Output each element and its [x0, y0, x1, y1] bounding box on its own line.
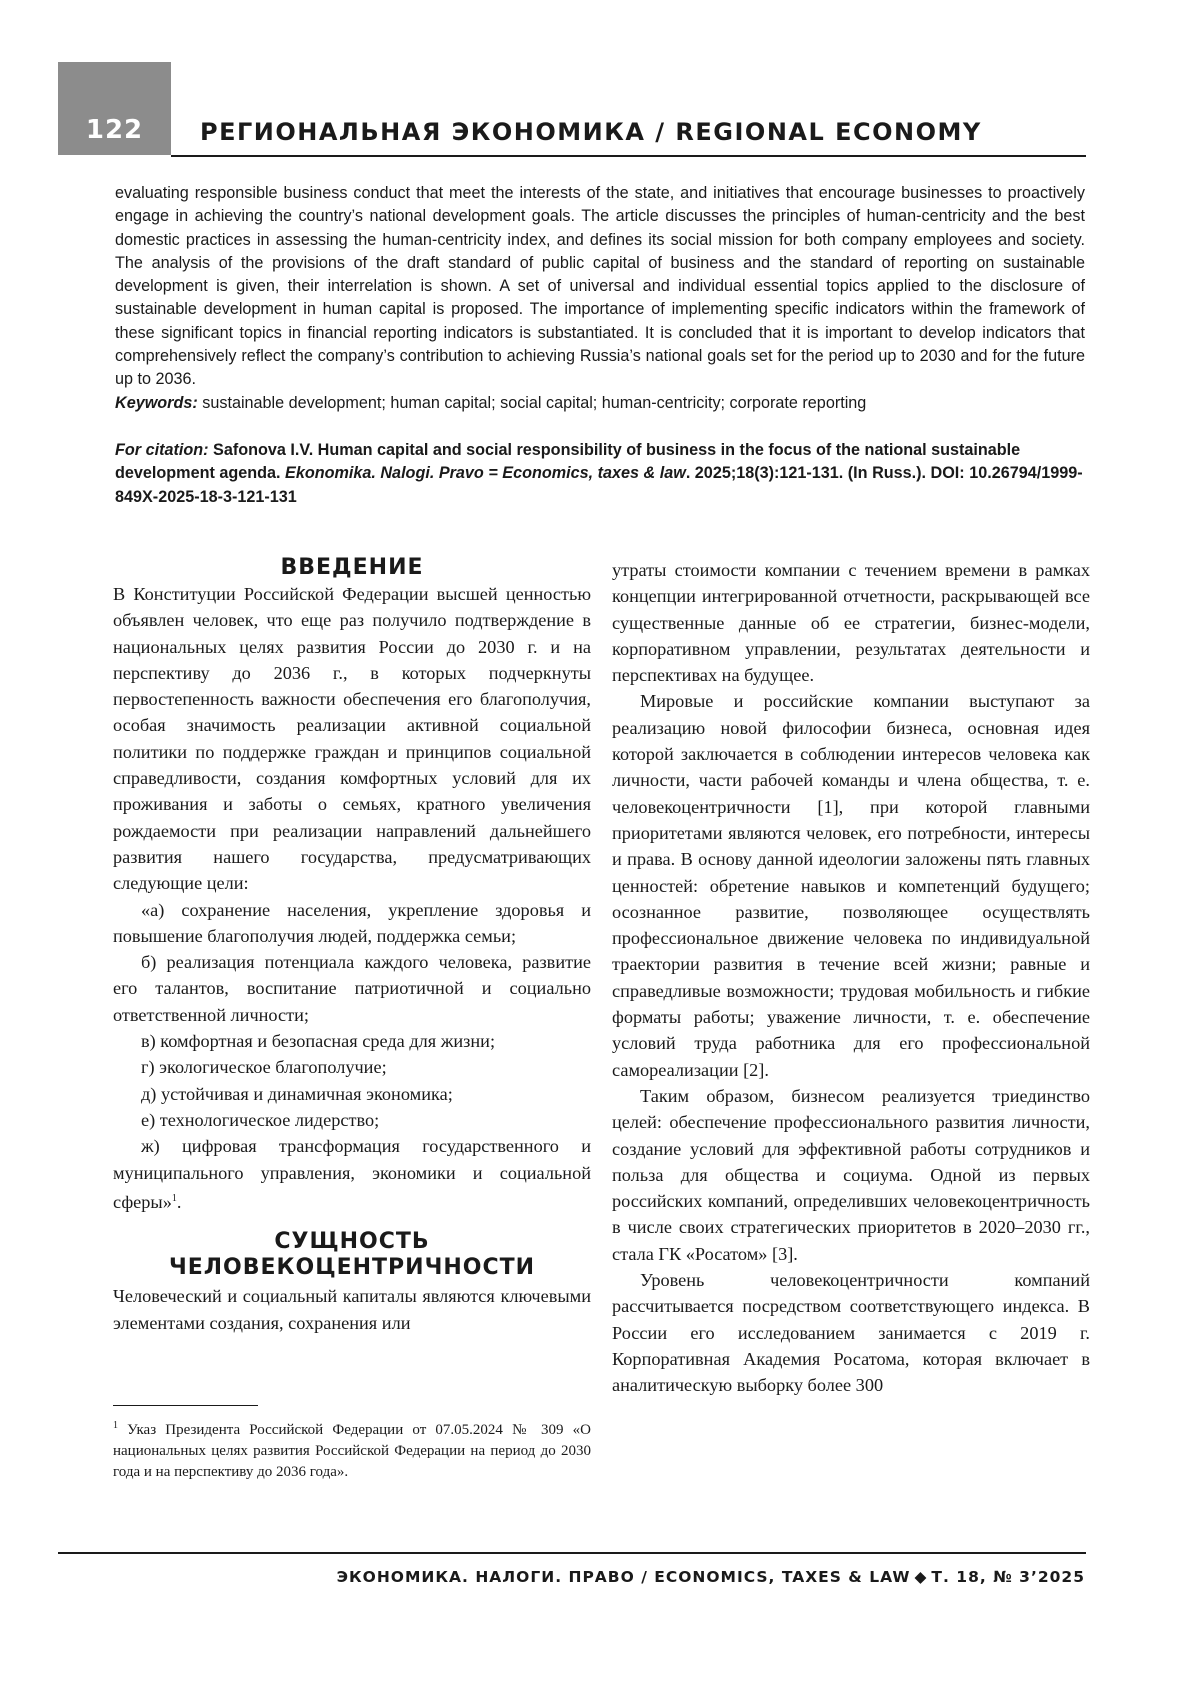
abstract-text: evaluating responsible business conduct that meet the interests of the state, and initiatives that encourage businesses to proactively engage in achieving the country’s national development goals. The article discusses the principles of human-centricity and the best domestic practices in assessing the human-centricity index, and defines its social mission for both company employees and society. The analysis of the provisions of the draft standard of public capital of business and the standard of reporting on sustainable development is given, their interrelation is shown. A set of universal and individual essential topics applied to the disclosure of sustainable development in human capital is proposed. The importance of implementing specific indicators within the framework of these significant topics in financial reporting indicators is substantiated. It is concluded that it is important to develop indicators that comprehensively reflect the company’s contribution to achieving Russia’s national goals set for the period up to 2030 and for the future up to 2036.: [115, 184, 1085, 389]
running-head: РЕГИОНАЛЬНАЯ ЭКОНОМИКА / REGIONAL ECONOMY: [200, 118, 982, 146]
keywords-label: Keywords:: [115, 393, 198, 412]
goal-item: «а) сохранение населения, укрепление здоровья и повышение благополучия людей, поддержка семьи;: [113, 899, 591, 946]
citation-journal: Ekonomika. Nalogi. Pravo = Economics, taxes & law: [285, 464, 686, 483]
intro-paragraph: В Конституции Российской Федерации высшей ценностью объявлен человек, что еще раз получило подтверждение в национальных целях развития России до 2030 г. и на перспективу до 2036 г., в которых подчеркнуты первостепенность важности обеспечения его благополучия, особая значимость реализации активной социальной политики по поддержке граждан и принципов социальной справедливости, создания комфортных условий для их проживания и заботы о семьях, кратного увеличения рождаемости при реализации направлений дальнейшего развития нашего государства, предусматривающих следующие цели:: [113, 584, 591, 894]
goal-item-end: .: [176, 1191, 182, 1212]
footer-rule: [58, 1552, 1086, 1554]
section2-paragraph: Человеческий и социальный капиталы являются ключевыми элементами создания, сохранения или: [113, 1286, 591, 1333]
goal-item-text: ж) цифровая трансформация государственного и муниципального управления, экономики и социальной сферы»: [113, 1136, 591, 1212]
right-paragraph-1: утраты стоимости компании с течением времени в рамках концепции интегрированной отчетности, раскрывающей все существенные данные об ее стратегии, бизнес-модели, корпоративном управлении, результатах деятельности и перспективах на будущее.: [612, 560, 1090, 686]
goal-item-last: [113, 1133, 591, 1215]
footnote-mark: 1: [113, 1420, 118, 1431]
diamond-icon: ◆: [914, 1568, 928, 1586]
citation: [115, 439, 1095, 509]
keywords-list: sustainable development; human capital; social capital; human-centricity; corporate reporting: [197, 393, 867, 412]
right-paragraph-2: Мировые и российские компании выступают за реализацию новой философии бизнеса, основная идея которой заключается в соблюдении интересов человека как личности, части рабочей команды и члена общества, т. е. человекоцентричности [1], при которой главными приоритетами являются человек, его потребности, интересы и права. В основу данной идеологии заложены пять главных ценностей: обретение навыков и компетенций будущего; осознанное развитие, позволяющее осуществлять профессиональное движение человека по индивидуальной траектории развития в течение всей жизни; равные и справедливые возможности; трудовая мобильность и гибкие форматы работы; уважение личности, т. е. обеспечение условий труда работника для его профессиональной самореализации [2].: [612, 691, 1090, 1080]
footer-journal: ЭКОНОМИКА. НАЛОГИ. ПРАВО / ECONOMICS, TAXES & LAW: [336, 1568, 911, 1586]
section-title-introduction: ВВЕДЕНИЕ: [280, 555, 424, 580]
left-column: [113, 555, 591, 1336]
goal-item: в) комфортная и безопасная среда для жизни;: [141, 1031, 496, 1052]
footer-issue: Т. 18, № 3’2025: [931, 1568, 1085, 1586]
section-title-line-1: СУЩНОСТЬ: [274, 1229, 430, 1255]
right-column: [612, 557, 1090, 1399]
section-title-human-centricity: [113, 1229, 591, 1281]
goal-item: г) экологическое благополучие;: [141, 1057, 387, 1078]
section-title-line-2: ЧЕЛОВЕКОЦЕНТРИЧНОСТИ: [168, 1255, 536, 1281]
citation-label: For citation:: [115, 441, 209, 459]
abstract: [115, 182, 1085, 415]
goal-item: б) реализация потенциала каждого человека, развитие его талантов, воспитание патриотичной и социально ответственной личности;: [113, 952, 591, 1025]
citation-details: . 2025;18(3):121-131. (In Russ.). DOI: 10.26794/1999-849X-2025-18-3-121-131: [115, 464, 1083, 506]
footnote-text: Указ Президента Российской Федерации от 07.05.2024 № 309 «О национальных целях развития Российской Федерации на период до 2030 года и на перспективу до 2036 года».: [113, 1422, 591, 1480]
keywords: [115, 392, 1085, 415]
footnote: [113, 1415, 591, 1483]
running-footer: [337, 1568, 1085, 1586]
page-number: 122: [85, 115, 144, 145]
right-paragraph-4: Уровень человекоцентричности компаний рассчитывается посредством соответствующего индекса. В России его исследованием занимается с 2019 г. Корпоративная Академия Росатома, которая включает в аналитическую выборку более 300: [612, 1270, 1090, 1396]
goal-item: д) устойчивая и динамичная экономика;: [141, 1083, 453, 1104]
citation-authors-title: Safonova I.V. Human capital and social responsibility of business in the focus of the national sustainable development agenda.: [115, 441, 1021, 483]
goal-item: е) технологическое лидерство;: [141, 1109, 380, 1130]
footnote-ref: 1: [171, 1192, 177, 1204]
right-paragraph-3: Таким образом, бизнесом реализуется триединство целей: обеспечение профессионального развития личности, создание условий для эффективной работы сотрудников и польза для общества и социума. Одной из первых российских компаний, определивших человекоцентричность в числе своих стратегических приоритетов в 2020–2030 гг., стала ГК «Росатом» [3].: [612, 1085, 1090, 1264]
footnote-rule: [113, 1405, 258, 1406]
header-rule: [171, 155, 1086, 157]
